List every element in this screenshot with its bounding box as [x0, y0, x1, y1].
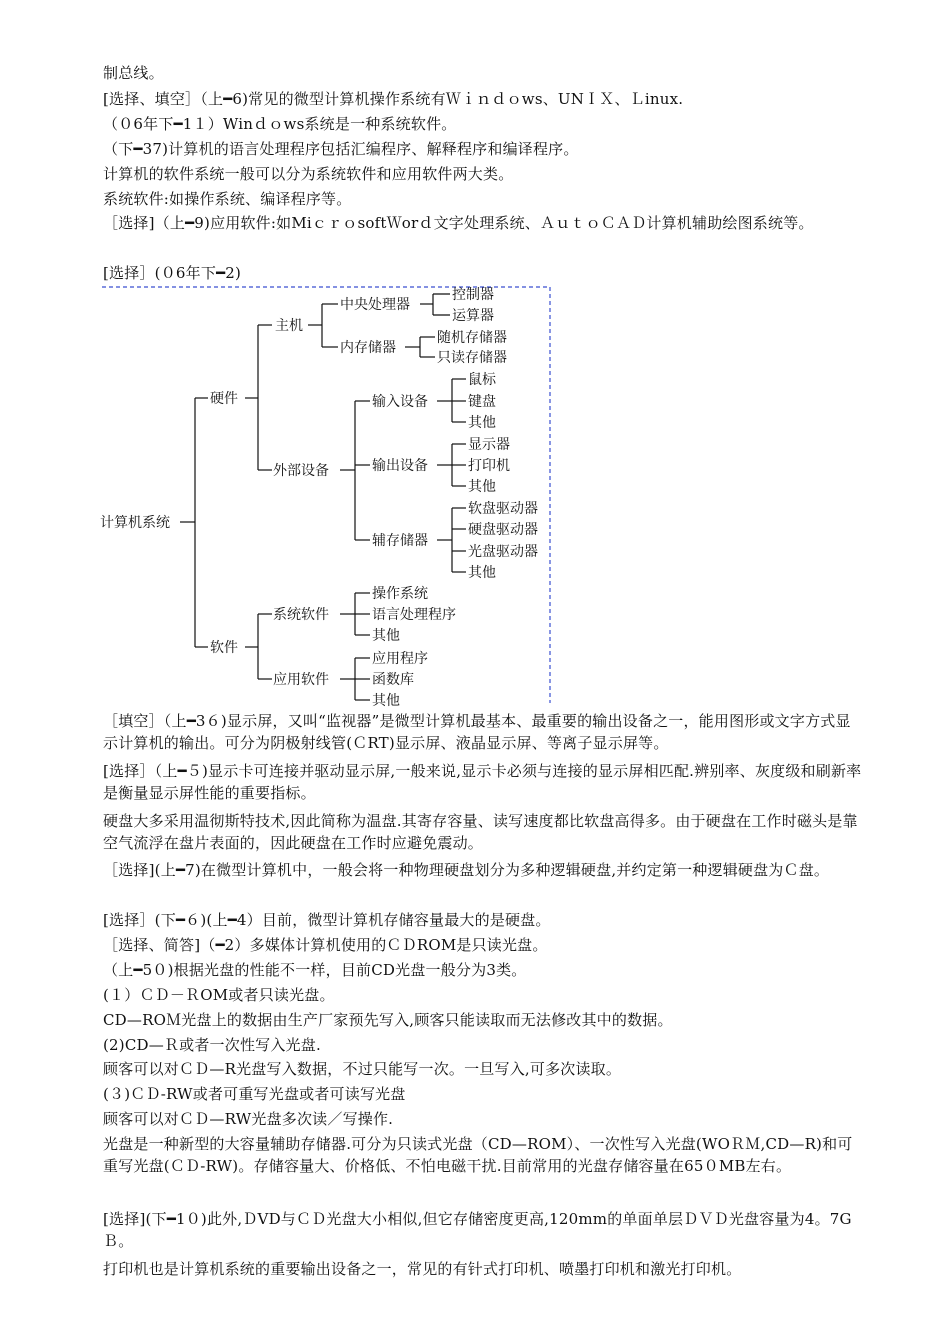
node-ram: 随机存储器	[437, 330, 507, 346]
text-line: (2)CD—Ｒ或者一次性写入光盘.	[103, 1036, 321, 1054]
node-harddisk: 硬盘驱动器	[468, 522, 538, 538]
node-func-lib: 函数库	[372, 672, 414, 688]
node-floppy: 软盘驱动器	[468, 501, 538, 517]
node-cpu: 中央处理器	[340, 297, 410, 313]
text-line: （上━5０)根据光盘的性能不一样，目前CD光盘一般分为3类。	[103, 961, 527, 979]
paragraph: ［填空］（上━3６)显示屏，又叫“监视器”是微型计算机最基本、最重要的输出设备之一，能用图形或文字方式显示计算机的输出。可分为阴极射线管(ＣRT)显示屏、液晶显示屏、等离子显示屏等。	[103, 712, 851, 752]
paragraph: ［选择](上━7)在微型计算机中，一般会将一种物理硬盘划分为多种逻辑硬盘,并约定第一种逻辑硬盘为Ｃ盘。	[103, 861, 830, 879]
node-host: 主机	[275, 318, 303, 334]
node-input: 输入设备	[372, 394, 428, 410]
text-line: 制总线。	[103, 64, 164, 82]
node-output-other: 其他	[468, 479, 496, 495]
node-output: 输出设备	[372, 458, 428, 474]
node-app-program: 应用程序	[372, 651, 428, 667]
text-line: CD—ROＭ光盘上的数据由生产厂家预先写入,顾客只能读取而无法修改其中的数据。	[103, 1011, 673, 1029]
node-controller: 控制器	[452, 287, 494, 303]
node-input-other: 其他	[468, 415, 496, 431]
node-storage-other: 其他	[468, 565, 496, 581]
text-line: （下━37)计算机的语言处理程序包括汇编程序、解释程序和编译程序。	[103, 140, 579, 158]
paragraph: 硬盘大多采用温彻斯特技术,因此简称为温盘.其寄存容量、读写速度都比软盘高得多。由于硬盘在工作时磁头是靠空气流浮在盘片表面的，因此硬盘在工作时应避免震动。	[103, 812, 858, 852]
text-line: 系统软件:如操作系统、编译程序等。	[103, 190, 352, 208]
node-peripherals: 外部设备	[273, 463, 329, 479]
text-line: (３)ＣＤ-RW或者可重写光盘或者可读写光盘	[103, 1085, 406, 1103]
node-root: 计算机系统	[100, 515, 170, 531]
node-os: 操作系统	[372, 586, 428, 602]
node-optical: 光盘驱动器	[468, 544, 538, 560]
node-storage: 辅存储器	[372, 533, 428, 549]
text-line: ［选择、简答]（━2）多媒体计算机使用的ＣＤROM是只读光盘。	[103, 936, 548, 954]
node-software: 软件	[210, 640, 238, 656]
text-line: 计算机的软件系统一般可以分为系统软件和应用软件两大类。	[103, 165, 514, 183]
paragraph-dvd: [选择](下━1０)此外,ＤVD与ＣＤ光盘大小相似,但它存储密度更高,120mm的单面单层ＤＶＤ光盘容量为4。7GＢ。	[103, 1210, 852, 1250]
paragraph-app-software: ［选择]（上━9)应用软件:如MiｃｒｏsoftＷorｄ文字处理系统、ＡｕｔｏＣＡＤ计算机辅助绘图系统等。	[103, 214, 814, 232]
text-line: 顾客可以对ＣＤ—RW光盘多次读／写操作.	[103, 1110, 394, 1128]
node-printer: 打印机	[468, 458, 510, 474]
text-line: [选择］(下━６)(上━4）目前，微型计算机存储容量最大的是硬盘。	[103, 911, 551, 929]
node-rom: 只读存储器	[437, 350, 507, 366]
tree-diagram-svg	[100, 285, 555, 710]
node-lang: 语言处理程序	[372, 607, 456, 623]
text-line: 顾客可以对ＣＤ—R光盘写入数据，不过只能写一次。一旦写入,可多次读取。	[103, 1060, 622, 1078]
node-mouse: 鼠标	[468, 372, 496, 388]
node-memory: 内存储器	[340, 340, 396, 356]
text-line: （０6年下━1１）Winｄｏws系统是一种系统软件。	[103, 115, 457, 133]
node-app-other: 其他	[372, 693, 400, 709]
node-hardware: 硬件	[210, 391, 238, 407]
node-keyboard: 键盘	[468, 394, 496, 410]
node-alu: 运算器	[452, 308, 494, 324]
text-line: [选择、填空］（上━6)常见的微型计算机操作系统有Ｗｉｎｄｏws、UNＩＸ、Ｌinux.	[103, 90, 684, 108]
text-line: 打印机也是计算机系统的重要输出设备之一，常见的有针式打印机、喷墨打印机和激光打印机。	[103, 1260, 742, 1278]
text-line: [选择］(０6年下━2)	[103, 264, 242, 282]
paragraph-optical: 光盘是一种新型的大容量辅助存储器.可分为只读式光盘（CD—ROM）、一次性写入光盘(WOＲＭ,CD—R)和可重写光盘(ＣＤ-RW)。存储容量大、价格低、不怕电磁干扰.目前常用的光盘存储容量在65０MB左右。	[103, 1135, 853, 1175]
node-sys-other: 其他	[372, 628, 400, 644]
paragraph: [选择］（上━５)显示卡可连接并驱动显示屏,一般来说,显示卡必须与连接的显示屏相匹配.辨别率、灰度级和刷新率是衡量显示屏性能的重要指标。	[103, 762, 862, 802]
text-line: (１）ＣＤ－ＲOM或者只读光盘。	[103, 986, 335, 1004]
node-system-software: 系统软件	[273, 607, 329, 623]
node-display: 显示器	[468, 437, 510, 453]
node-app-software: 应用软件	[273, 672, 329, 688]
computer-system-tree-diagram	[100, 285, 555, 710]
